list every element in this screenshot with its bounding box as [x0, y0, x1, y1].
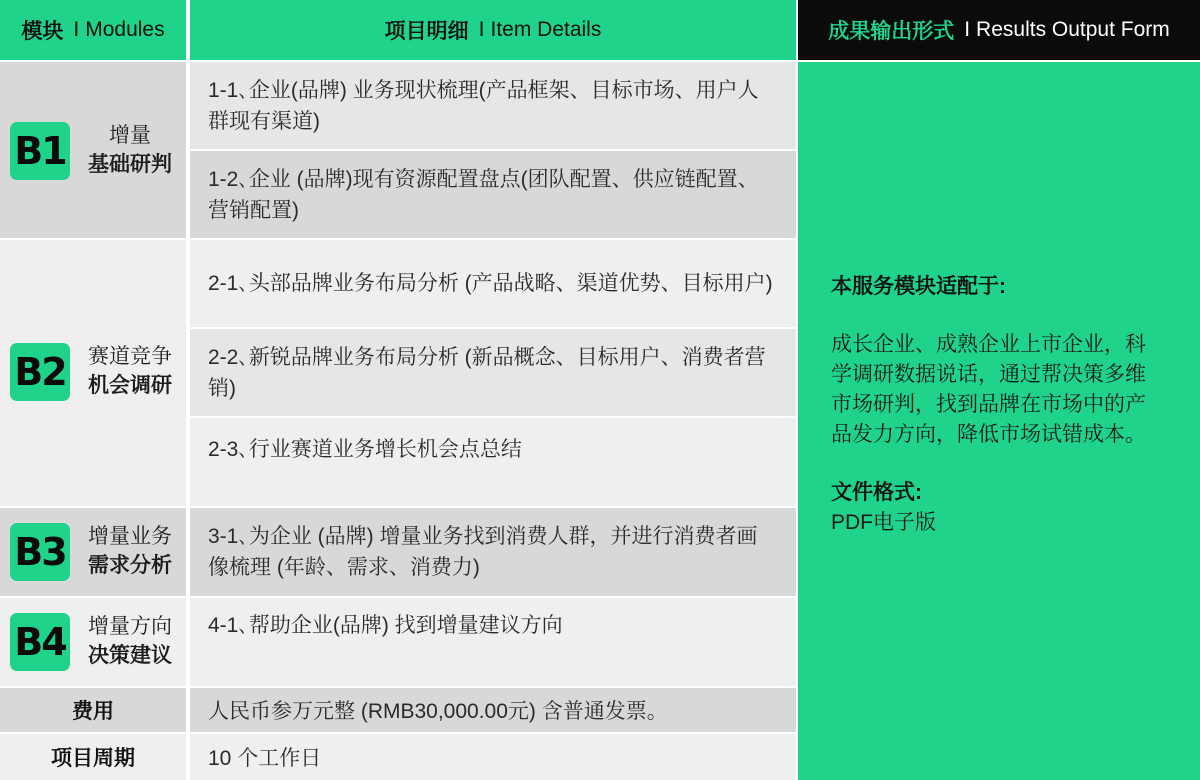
module-badge: B1: [10, 122, 70, 180]
item-detail-1-2: 1-2､企业 (品牌)现有资源配置盘点(团队配置、供应链配置、营销配置): [190, 151, 796, 238]
header-separator: I: [73, 18, 80, 41]
item-detail-2-1: 2-1､头部品牌业务布局分析 (产品战略、渠道优势、目标用户): [190, 240, 796, 327]
item-detail-4-1: 4-1､帮助企业(品牌) 找到增量建议方向: [190, 598, 796, 686]
module-name: [78, 342, 182, 400]
fee-label: 费用: [0, 688, 186, 732]
header-separator: I: [478, 18, 485, 41]
module-name-line1: 赛道竞争: [88, 345, 172, 368]
header-details-cn: 项目明细: [384, 20, 469, 43]
module-b3-cell: [0, 508, 186, 596]
results-format-value: PDF电子版: [831, 511, 936, 534]
module-name: [78, 612, 182, 670]
results-format-title: 文件格式:: [831, 481, 922, 504]
module-badge: B2: [10, 343, 70, 401]
module-name-line2: 需求分析: [88, 554, 172, 577]
item-detail-2-2: 2-2､新锐品牌业务布局分析 (新品概念、目标用户、消费者营销): [190, 329, 796, 416]
results-title: 本服务模块适配于:: [831, 275, 1006, 298]
module-badge: B3: [10, 523, 70, 581]
module-name-line2: 决策建议: [88, 644, 172, 667]
module-b2-cell: [0, 240, 186, 506]
header-modules-en: Modules: [85, 18, 165, 41]
period-label: 项目周期: [0, 734, 186, 780]
module-name: [78, 522, 182, 580]
fee-value: 人民币参万元整 (RMB30,000.00元) 含普通发票。: [190, 688, 796, 732]
header-results: [798, 0, 1200, 60]
header-modules-cn: 模块: [21, 20, 64, 43]
header-details: [190, 0, 796, 60]
item-detail-1-1: 1-1､企业(品牌) 业务现状梳理(产品框架、目标市场、用户人群现有渠道): [190, 62, 796, 149]
results-body: 成长企业、成熟企业上市企业，科学调研数据说话，通过帮决策多维市场研判，找到品牌在市场中的产品发力方向，降低市场试错成本。: [831, 333, 1146, 446]
item-detail-3-1: 3-1､为企业 (品牌) 增量业务找到消费人群，并进行消费者画像梳理 (年龄、需求、消费力): [190, 508, 796, 596]
header-results-en: Results Output Form: [976, 18, 1170, 41]
period-value: 10 个工作日: [190, 734, 796, 780]
header-results-cn: 成果输出形式: [828, 20, 955, 43]
module-name-line2: 机会调研: [88, 374, 172, 397]
module-b1-cell: [0, 62, 186, 238]
module-name-line1: 增量方向: [88, 615, 172, 638]
module-badge: B4: [10, 613, 70, 671]
module-name-line1: 增量业务: [88, 525, 172, 548]
module-name-line1: 增量: [109, 124, 151, 147]
item-detail-2-3: 2-3､行业赛道业务增长机会点总结: [190, 418, 796, 506]
header-modules: [0, 0, 186, 60]
header-separator: I: [964, 18, 971, 41]
module-name: [78, 121, 182, 179]
module-b4-cell: [0, 598, 186, 686]
results-panel: [798, 62, 1200, 780]
header-details-en: Item Details: [490, 18, 602, 41]
module-name-line2: 基础研判: [88, 153, 172, 176]
